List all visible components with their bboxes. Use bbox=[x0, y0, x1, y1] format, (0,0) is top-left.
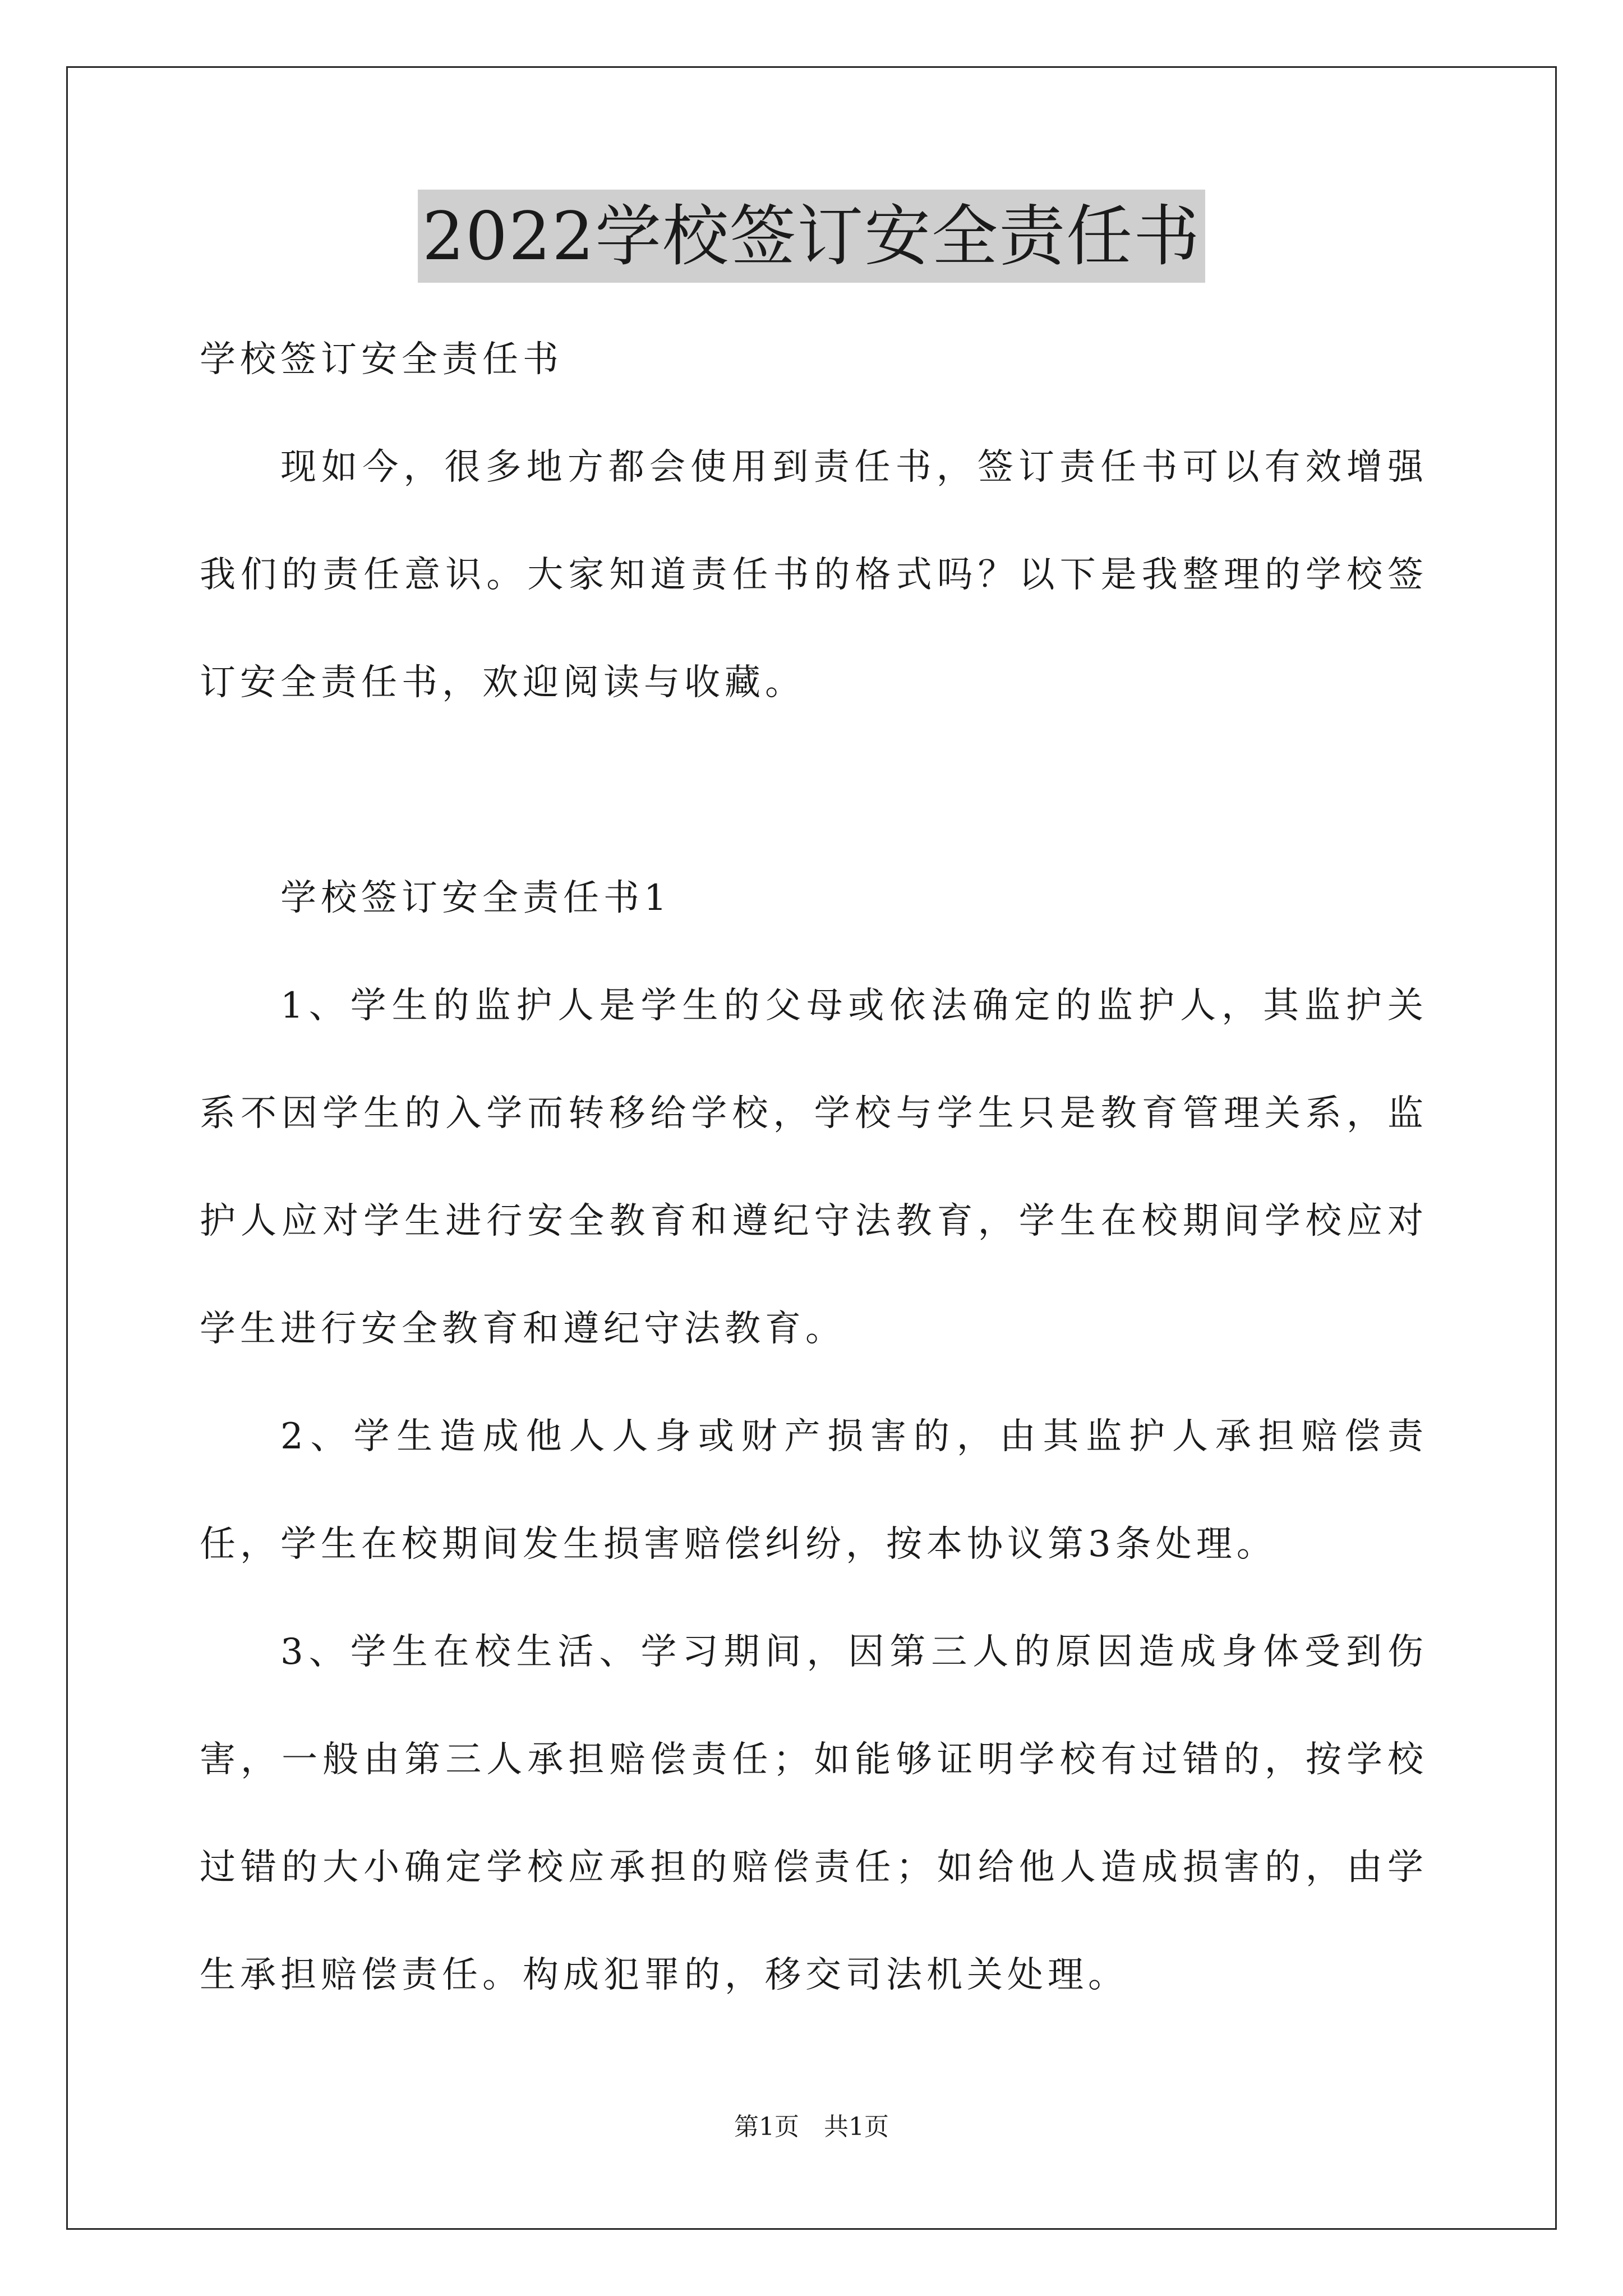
intro-paragraph: 现如今，很多地方都会使用到责任书，签订责任书可以有效增强我们的责任意识。大家知道责任书的格式吗？以下是我整理的学校签订安全责任书，欢迎阅读与收藏。 bbox=[200, 447, 1428, 703]
clause-paragraph-3: 3、学生在校生活、学习期间，因第三人的原因造成身体受到伤害，一般由第三人承担赔偿责任；如能够证明学校有过错的，按学校过错的大小确定学校应承担的赔偿责任；如给他人造成损害的，由学生承担赔偿责任。构成犯罪的，移交司法机关处理。 bbox=[200, 1631, 1428, 1996]
document-body bbox=[200, 306, 1428, 2029]
document-subtitle: 学校签订安全责任书 bbox=[200, 339, 563, 380]
page-number-current: 第1页 bbox=[734, 2113, 799, 2141]
section-heading: 学校签订安全责任书1 bbox=[280, 877, 671, 919]
document-title: 2022学校签订安全责任书 bbox=[418, 190, 1205, 283]
clause-paragraph-1: 1、学生的监护人是学生的父母或依法确定的监护人，其监护关系不因学生的入学而转移给学校，学校与学生只是教育管理关系，监护人应对学生进行安全教育和遵纪守法教育，学生在校期间学校应对学生进行安全教育和遵纪守法教育。 bbox=[200, 985, 1428, 1350]
page-footer bbox=[0, 2110, 1623, 2144]
page-number-total: 共1页 bbox=[824, 2113, 889, 2141]
blank-line bbox=[200, 737, 1428, 844]
title-container bbox=[0, 190, 1623, 283]
clause-paragraph-2: 2、学生造成他人人身或财产损害的，由其监护人承担赔偿责任，学生在校期间发生损害赔偿纠纷，按本协议第3条处理。 bbox=[200, 1416, 1428, 1565]
